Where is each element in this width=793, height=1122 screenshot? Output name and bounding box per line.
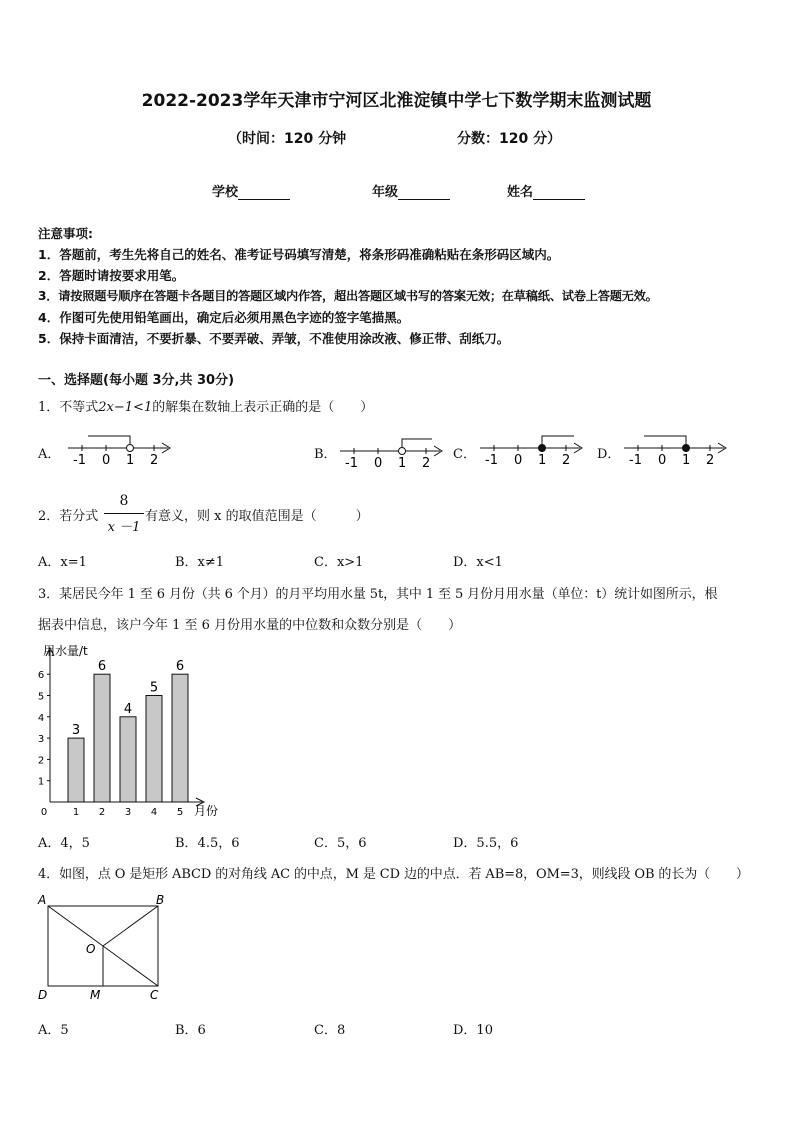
- label-a: A: [38, 893, 47, 907]
- q4-option-c: C．8: [314, 1023, 346, 1038]
- q3-line-2: 据表中信息，该户今年 1 至 6 月份用水量的中位数和众数分别是（ ）: [38, 618, 462, 633]
- tick-label: 2: [150, 453, 159, 468]
- number-line-b: [336, 433, 448, 473]
- tick-label: 1: [682, 453, 691, 468]
- x-tick-label: 2: [98, 807, 106, 818]
- q4-option-d: D．10: [453, 1023, 493, 1038]
- q2-option-d: D．x<1: [453, 555, 503, 570]
- page-title: 2022-2023学年天津市宁河区北淮淀镇中学七下数学期末监测试题: [141, 91, 652, 111]
- section-heading: 一、选择题(每小题 3分,共 30分): [38, 373, 235, 388]
- tick-label: 0: [514, 453, 523, 468]
- tick-label: 1: [126, 453, 135, 468]
- y-axis-label: 用水量/t: [43, 644, 88, 658]
- bar-value-label: 3: [71, 723, 81, 739]
- y-tick-label: 5: [37, 691, 45, 703]
- q3-line-1: 3．某居民今年 1 至 6 月份（共 6 个月）的月平均用水量 5t，其中 1 至 5 月份月用水量（单位：t）统计如图所示，根: [38, 587, 718, 602]
- fraction-bar: [104, 513, 144, 514]
- q1-prefix: 1．不等式: [38, 400, 99, 415]
- notice-item: 3．请按照题号顺序在答题卡各题目的答题区域内作答，超出答题区域书写的答案无效；在草稿纸、试卷上答题无效。: [38, 289, 658, 303]
- q2-suffix: 有意义，则 x 的取值范围是（ ）: [145, 509, 369, 524]
- label-d: D: [38, 988, 48, 1002]
- q3-option-b: B．4.5，6: [175, 836, 240, 851]
- bar: [146, 696, 162, 803]
- tick-label: 0: [658, 453, 667, 468]
- bar: [172, 674, 188, 802]
- q1-option-c-label: C．: [453, 447, 476, 462]
- label-m: M: [90, 988, 101, 1002]
- q3-option-a: A．4，5: [38, 836, 90, 851]
- notice-item: 2．答题时请按要求用笔。: [38, 268, 185, 283]
- exam-score: 分数：120 分）: [457, 131, 562, 147]
- q2-option-c: C．x>1: [314, 555, 364, 570]
- tick-label: 1: [398, 456, 407, 471]
- y-tick-label: 2: [37, 755, 45, 767]
- exam-time: （时间：120 分钟: [228, 131, 347, 147]
- q1-expression: 2x−1<1: [98, 400, 153, 415]
- bar-value-label: 5: [149, 680, 159, 696]
- school-blank: [238, 185, 290, 200]
- tick-label: 0: [102, 453, 111, 468]
- origin-label: 0: [40, 807, 48, 818]
- tick-label: 0: [374, 456, 383, 471]
- q2-prefix: 2．若分式: [38, 509, 99, 524]
- bar: [120, 717, 136, 802]
- name-blank: [533, 185, 585, 200]
- q3-option-c: C．5，6: [314, 836, 367, 851]
- x-tick-label: 4: [150, 807, 158, 818]
- q2-denominator: x －1: [107, 520, 141, 535]
- q3-option-d: D．5.5，6: [453, 836, 519, 851]
- water-usage-bar-chart: [34, 638, 234, 823]
- tick-label: -1: [485, 453, 498, 468]
- notice-heading: 注意事项:: [38, 226, 93, 241]
- notice-item: 4．作图可先使用铅笔画出，确定后必须用黑色字迹的签字笔描黑。: [38, 310, 410, 325]
- number-line-c: [476, 430, 588, 470]
- notice-item: 5．保持卡面清洁，不要折暴、不要弄破、弄皱，不准使用涂改液、修正带、刮纸刀。: [38, 331, 510, 346]
- q4-text: 4．如图，点 O 是矩形 ABCD 的对角线 AC 的中点，M 是 CD 边的中点．若 AB=8，OM=3，则线段 OB 的长为（ ）: [38, 867, 749, 882]
- q1-option-b-label: B．: [314, 447, 337, 462]
- school-field: [212, 181, 290, 200]
- school-label: 学校: [212, 185, 239, 200]
- number-line-d: [620, 430, 732, 470]
- tick-label: 2: [706, 453, 715, 468]
- q4-option-a: A．5: [38, 1023, 69, 1038]
- segment-ob: [103, 906, 158, 946]
- q4-option-b: B．6: [175, 1023, 206, 1038]
- bar-value-label: 6: [97, 659, 107, 675]
- question-1: [38, 396, 373, 415]
- tick-label: -1: [73, 453, 86, 468]
- y-tick-label: 1: [37, 776, 45, 788]
- tick-label: 1: [538, 453, 547, 468]
- name-label: 姓名: [507, 185, 534, 200]
- tick-label: -1: [345, 456, 358, 471]
- bar: [68, 738, 84, 802]
- label-b: B: [156, 893, 165, 907]
- notice-item: 1．答题前，考生先将自己的姓名、准考证号码填写清楚，将条形码准确粘贴在条形码区域内。: [38, 247, 560, 262]
- number-line-a: [64, 430, 176, 470]
- tick-label: -1: [629, 453, 642, 468]
- x-axis-label: 月份: [194, 804, 219, 818]
- x-tick-label: 3: [124, 807, 132, 818]
- name-field: [507, 181, 585, 200]
- bar: [94, 674, 110, 802]
- q2-option-a: A．x=1: [38, 555, 87, 570]
- x-tick-label: 5: [176, 807, 184, 818]
- x-tick-label: 1: [72, 807, 80, 818]
- label-c: C: [150, 988, 159, 1002]
- y-tick-label: 4: [37, 712, 45, 724]
- rectangle-figure: [34, 890, 174, 1005]
- q1-suffix: 的解集在数轴上表示正确的是（ ）: [152, 400, 374, 415]
- bar-value-label: 6: [175, 659, 185, 675]
- label-o: O: [86, 942, 96, 956]
- grade-field: [372, 181, 450, 200]
- grade-label: 年级: [372, 185, 399, 200]
- y-tick-label: 6: [37, 670, 45, 682]
- q2-numerator: 8: [119, 493, 129, 509]
- grade-blank: [398, 185, 450, 200]
- bar-value-label: 4: [123, 701, 133, 717]
- q1-option-a-label: A．: [38, 447, 61, 462]
- y-tick-label: 3: [37, 734, 45, 746]
- q1-option-d-label: D．: [597, 447, 621, 462]
- tick-label: 2: [422, 456, 431, 471]
- tick-label: 2: [562, 453, 571, 468]
- q2-option-b: B．x≠1: [175, 555, 225, 570]
